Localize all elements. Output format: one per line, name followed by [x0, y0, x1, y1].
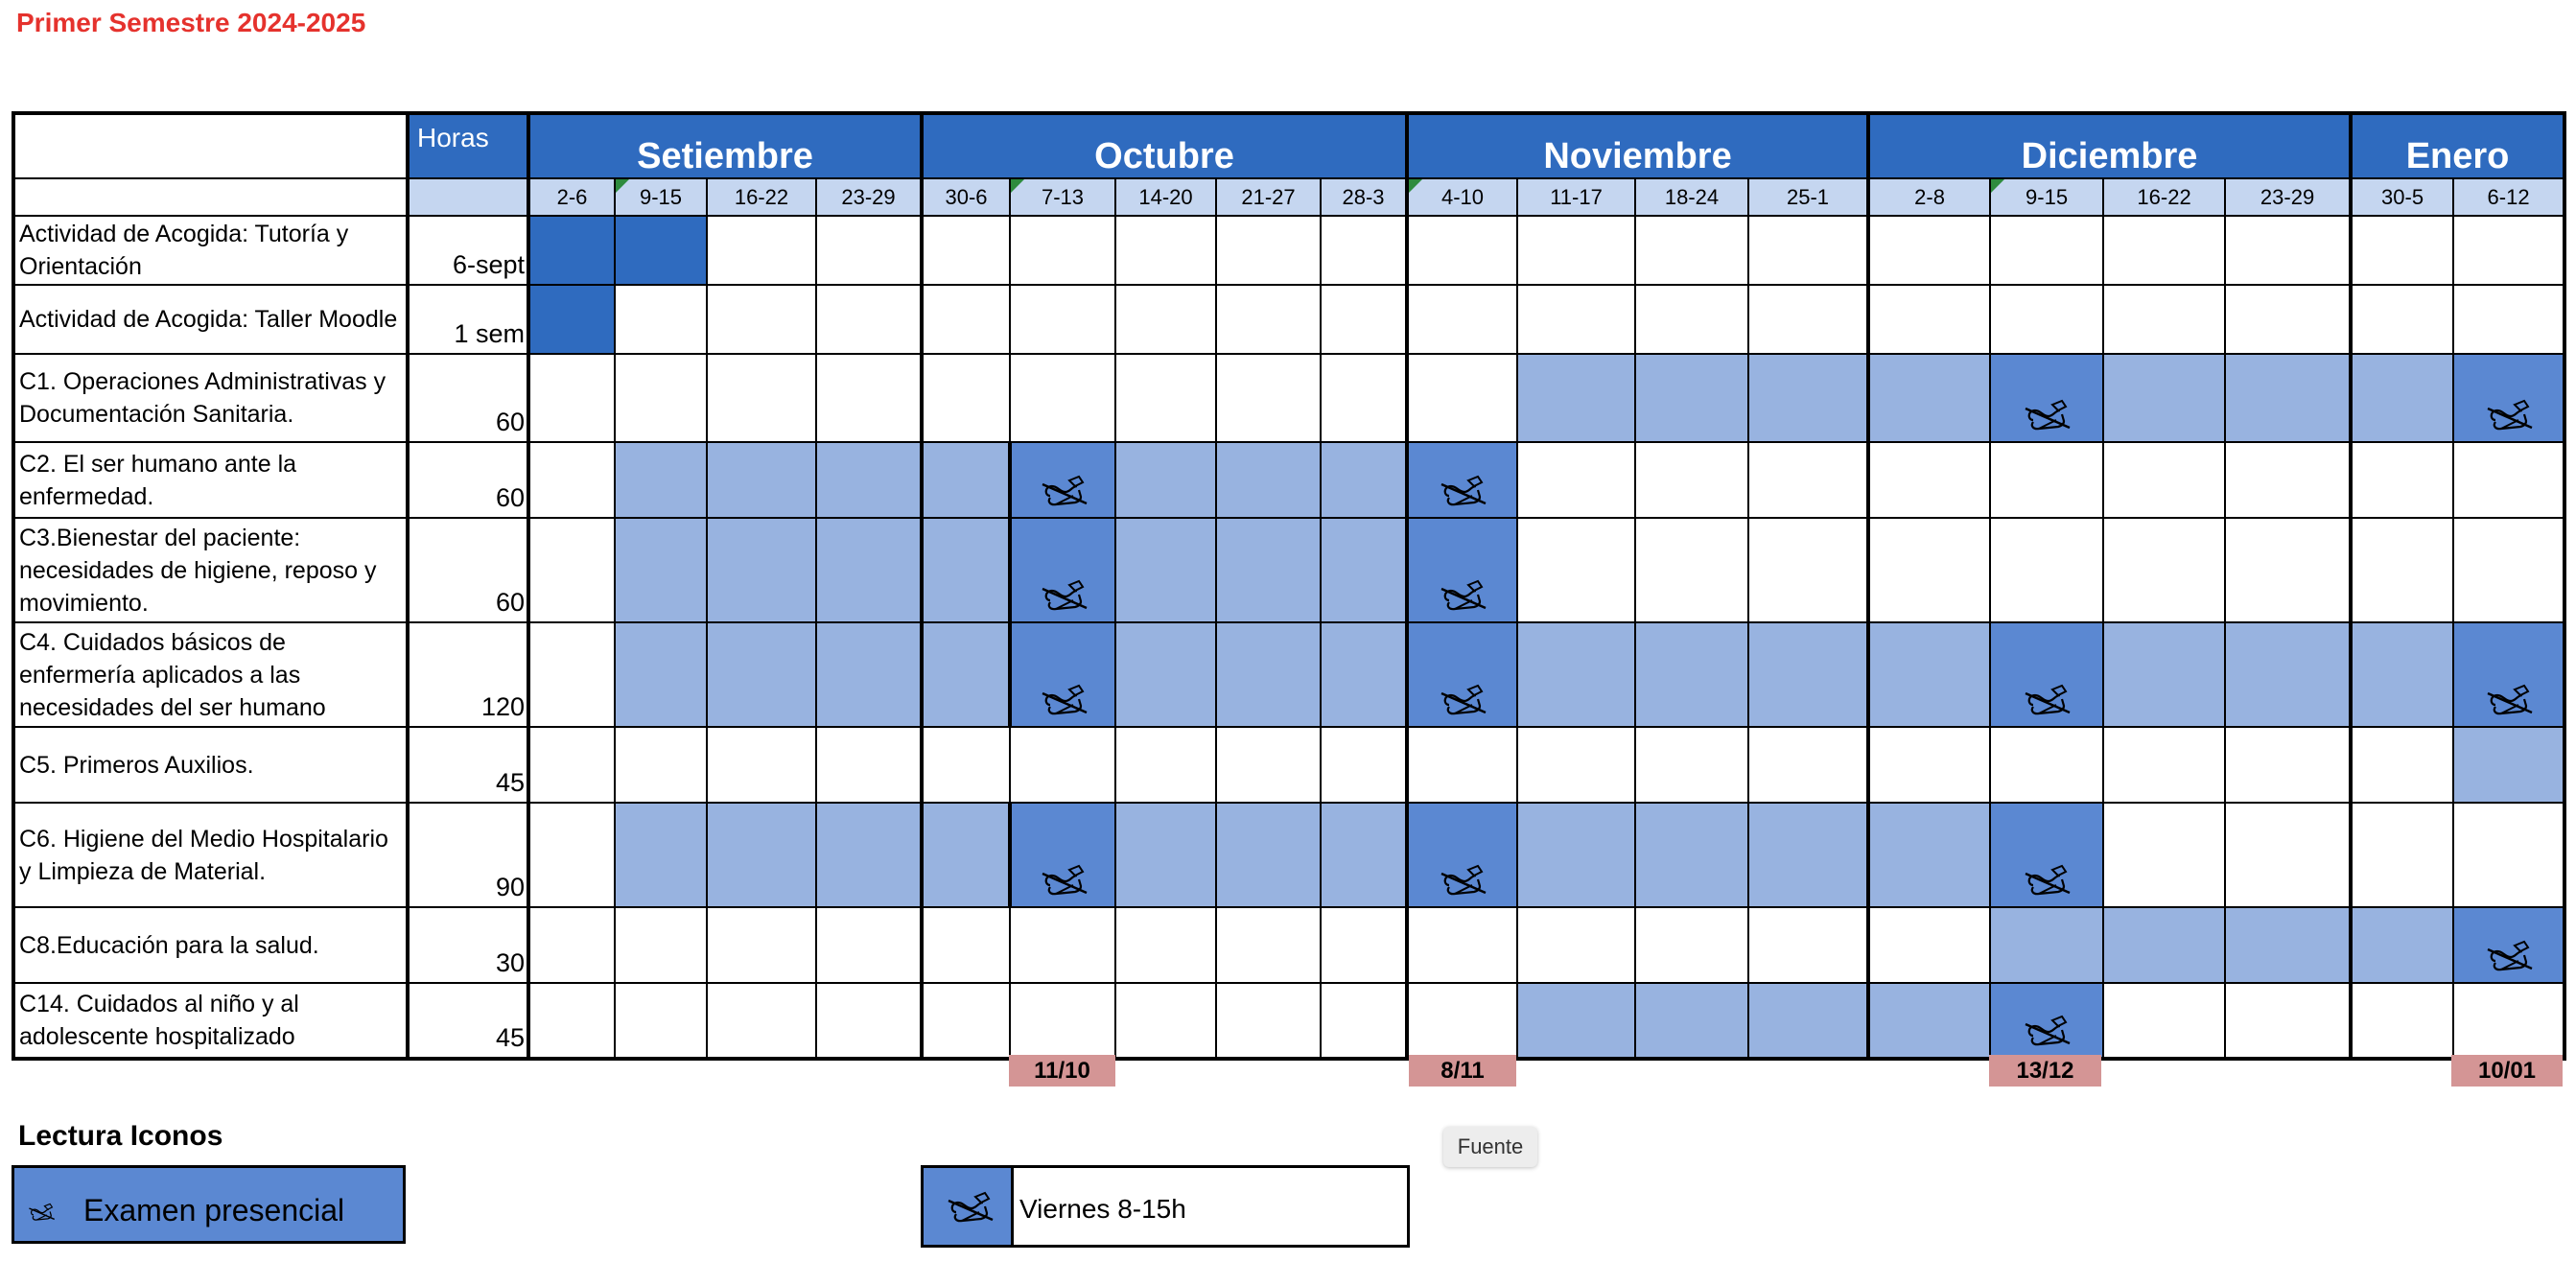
- active-week-cell[interactable]: [1216, 518, 1321, 622]
- week-cell[interactable]: [1010, 285, 1115, 354]
- week-cell[interactable]: [528, 354, 615, 442]
- row-name: Actividad de Acogida: Taller Moodle: [13, 285, 408, 354]
- week-cell[interactable]: [1635, 216, 1748, 285]
- active-week-cell[interactable]: [2351, 354, 2453, 442]
- row-name: C1. Operaciones Administrativas y Documentación Sanitaria.: [13, 354, 408, 442]
- week-cell[interactable]: [707, 354, 816, 442]
- active-week-cell[interactable]: [615, 442, 707, 518]
- week-cell[interactable]: [1517, 518, 1635, 622]
- active-week-cell[interactable]: [1216, 442, 1321, 518]
- week-cell[interactable]: [615, 983, 707, 1059]
- exam-icon: [2020, 862, 2073, 899]
- exam-date: 8/11: [1409, 1055, 1516, 1087]
- week-cell[interactable]: [707, 285, 816, 354]
- exam-icon: [2482, 397, 2536, 433]
- active-week-cell[interactable]: [2103, 907, 2225, 983]
- header-blank: [13, 113, 408, 178]
- week-cell[interactable]: [1868, 907, 1990, 983]
- row-hours: 30: [408, 907, 528, 983]
- week-cell[interactable]: [1321, 907, 1407, 983]
- week-label: 7-13: [1041, 184, 1085, 209]
- active-week-cell[interactable]: [615, 622, 707, 727]
- header-blank: [13, 178, 408, 216]
- exam-icon: [2020, 1013, 2073, 1049]
- legend-title: Lectura Iconos: [18, 1120, 223, 1152]
- comment-marker-icon[interactable]: [1409, 179, 1422, 193]
- active-week-cell[interactable]: [1321, 622, 1407, 727]
- week-cell[interactable]: [528, 907, 615, 983]
- week-cell[interactable]: [1115, 285, 1216, 354]
- week-cell[interactable]: [1115, 983, 1216, 1059]
- week-label: 4-10: [1440, 184, 1485, 209]
- week-cell[interactable]: [1748, 442, 1868, 518]
- week-cell[interactable]: [2103, 727, 2225, 803]
- week-cell[interactable]: [1868, 442, 1990, 518]
- week-cell[interactable]: [1216, 907, 1321, 983]
- week-cell[interactable]: [615, 907, 707, 983]
- week-header: 16-22: [707, 178, 816, 216]
- week-header: [1407, 178, 1517, 216]
- week-cell[interactable]: [2351, 803, 2453, 907]
- week-cell[interactable]: [1407, 727, 1517, 803]
- week-header: 2-8: [1868, 178, 1990, 216]
- active-week-cell[interactable]: [1635, 622, 1748, 727]
- row-hours: 6-sept: [408, 216, 528, 285]
- week-header: [615, 178, 707, 216]
- active-week-cell[interactable]: [1635, 983, 1748, 1059]
- week-cell[interactable]: [2225, 803, 2351, 907]
- exam-icon: [943, 1189, 996, 1226]
- week-cell[interactable]: [1748, 285, 1868, 354]
- row-name: Actividad de Acogida: Tutoría y Orientación: [13, 216, 408, 285]
- row-name: C4. Cuidados básicos de enfermería aplicados a las necesidades del ser humano: [13, 622, 408, 727]
- week-cell[interactable]: [528, 983, 615, 1059]
- active-week-cell[interactable]: [707, 803, 816, 907]
- week-cell[interactable]: [922, 983, 1010, 1059]
- week-header: 16-22: [2103, 178, 2225, 216]
- week-cell[interactable]: [2103, 803, 2225, 907]
- row-name: C8.Educación para la salud.: [13, 907, 408, 983]
- active-week-cell[interactable]: [1321, 442, 1407, 518]
- exam-date: 10/01: [2451, 1055, 2563, 1087]
- active-week-cell[interactable]: [1748, 803, 1868, 907]
- active-week-cell[interactable]: [1321, 803, 1407, 907]
- active-week-cell[interactable]: [1748, 983, 1868, 1059]
- schedule-table: [12, 111, 2566, 1061]
- week-cell[interactable]: [2351, 285, 2453, 354]
- week-cell[interactable]: [1517, 907, 1635, 983]
- active-week-cell[interactable]: [615, 518, 707, 622]
- week-cell[interactable]: [1517, 285, 1635, 354]
- week-cell[interactable]: [2453, 442, 2564, 518]
- active-week-cell[interactable]: [2103, 622, 2225, 727]
- week-cell[interactable]: [707, 983, 816, 1059]
- exam-cell[interactable]: [1990, 803, 2103, 907]
- exam-cell[interactable]: [1407, 803, 1517, 907]
- legend-label: Viernes 8-15h: [1019, 1194, 1186, 1224]
- row-name: C5. Primeros Auxilios.: [13, 727, 408, 803]
- week-cell[interactable]: [1321, 354, 1407, 442]
- exam-icon: [1436, 473, 1489, 509]
- legend-label: Examen presencial: [83, 1193, 345, 1227]
- week-cell[interactable]: [1868, 216, 1990, 285]
- row-hours: 45: [408, 983, 528, 1059]
- row-hours: 120: [408, 622, 528, 727]
- week-cell[interactable]: [2225, 518, 2351, 622]
- week-cell[interactable]: [2351, 983, 2453, 1059]
- row-hours: 60: [408, 354, 528, 442]
- week-cell[interactable]: [1990, 518, 2103, 622]
- active-week-cell[interactable]: [816, 803, 922, 907]
- active-week-cell[interactable]: [2453, 727, 2564, 803]
- week-cell[interactable]: [1748, 907, 1868, 983]
- exam-icon: [2482, 682, 2536, 718]
- week-cell[interactable]: [707, 216, 816, 285]
- exam-cell[interactable]: [1407, 442, 1517, 518]
- active-week-cell[interactable]: [1115, 442, 1216, 518]
- week-header: 2-6: [528, 178, 615, 216]
- week-cell[interactable]: [615, 285, 707, 354]
- week-header: 30-6: [922, 178, 1010, 216]
- week-cell[interactable]: [1010, 983, 1115, 1059]
- active-week-cell[interactable]: [816, 518, 922, 622]
- week-cell[interactable]: [707, 727, 816, 803]
- exam-cell[interactable]: [1010, 518, 1115, 622]
- horas-header: Horas: [408, 113, 528, 178]
- active-week-cell[interactable]: [1517, 983, 1635, 1059]
- week-cell[interactable]: [2103, 518, 2225, 622]
- week-cell[interactable]: [2225, 983, 2351, 1059]
- exam-cell[interactable]: [2453, 354, 2564, 442]
- week-cell[interactable]: [816, 354, 922, 442]
- week-header: 25-1: [1748, 178, 1868, 216]
- week-header: [1990, 178, 2103, 216]
- active-week-cell[interactable]: [615, 803, 707, 907]
- week-cell[interactable]: [1321, 216, 1407, 285]
- week-header: 23-29: [816, 178, 922, 216]
- row-hours: 60: [408, 442, 528, 518]
- week-cell[interactable]: [1216, 285, 1321, 354]
- week-cell[interactable]: [1635, 518, 1748, 622]
- week-cell[interactable]: [528, 518, 615, 622]
- week-cell[interactable]: [2453, 518, 2564, 622]
- week-cell[interactable]: [528, 803, 615, 907]
- exam-date: 13/12: [1989, 1055, 2101, 1087]
- active-week-cell[interactable]: [816, 442, 922, 518]
- week-cell[interactable]: [1635, 727, 1748, 803]
- week-label: 9-15: [2026, 184, 2069, 209]
- active-week-cell[interactable]: [816, 622, 922, 727]
- active-week-cell[interactable]: [922, 518, 1010, 622]
- week-header: 21-27: [1216, 178, 1321, 216]
- week-cell[interactable]: [2453, 216, 2564, 285]
- legend-exam-presencial: [12, 1165, 406, 1244]
- exam-cell[interactable]: [1990, 983, 2103, 1059]
- legend-icon-cell: [924, 1168, 1014, 1245]
- week-cell[interactable]: [816, 216, 922, 285]
- week-cell[interactable]: [1115, 354, 1216, 442]
- fuente-tooltip: Fuente: [1443, 1127, 1537, 1167]
- week-cell[interactable]: [1216, 983, 1321, 1059]
- week-header: 18-24: [1635, 178, 1748, 216]
- week-cell[interactable]: [1115, 727, 1216, 803]
- active-week-cell[interactable]: [1115, 803, 1216, 907]
- exam-cell[interactable]: [1010, 442, 1115, 518]
- active-week-cell[interactable]: [1517, 803, 1635, 907]
- week-cell[interactable]: [1990, 442, 2103, 518]
- week-cell[interactable]: [1321, 983, 1407, 1059]
- active-week-cell[interactable]: [2351, 622, 2453, 727]
- week-cell[interactable]: [1868, 518, 1990, 622]
- exam-cell[interactable]: [1407, 518, 1517, 622]
- week-cell[interactable]: [2453, 285, 2564, 354]
- active-week-cell[interactable]: [1216, 622, 1321, 727]
- week-cell[interactable]: [1407, 983, 1517, 1059]
- week-cell[interactable]: [2103, 983, 2225, 1059]
- exam-date: 11/10: [1009, 1055, 1115, 1087]
- active-week-cell[interactable]: [1635, 803, 1748, 907]
- week-cell[interactable]: [1216, 354, 1321, 442]
- week-cell[interactable]: [922, 216, 1010, 285]
- exam-cell[interactable]: [1990, 622, 2103, 727]
- row-name: C6. Higiene del Medio Hospitalario y Limpieza de Material.: [13, 803, 408, 907]
- sheet-title: Primer Semestre 2024-2025: [16, 8, 366, 37]
- active-week-cell[interactable]: [1868, 354, 1990, 442]
- active-week-cell[interactable]: [615, 216, 707, 285]
- week-cell[interactable]: [615, 727, 707, 803]
- week-cell[interactable]: [1216, 216, 1321, 285]
- week-cell[interactable]: [1216, 727, 1321, 803]
- week-cell[interactable]: [2351, 216, 2453, 285]
- exam-icon: [1436, 577, 1489, 614]
- row-hours: 45: [408, 727, 528, 803]
- exam-cell[interactable]: [2453, 622, 2564, 727]
- active-week-cell[interactable]: [2225, 907, 2351, 983]
- active-week-cell[interactable]: [1868, 803, 1990, 907]
- active-week-cell[interactable]: [1990, 907, 2103, 983]
- week-cell[interactable]: [2453, 803, 2564, 907]
- week-cell[interactable]: [1635, 907, 1748, 983]
- week-cell[interactable]: [528, 727, 615, 803]
- exam-cell[interactable]: [2453, 907, 2564, 983]
- week-cell[interactable]: [2351, 442, 2453, 518]
- active-week-cell[interactable]: [2225, 622, 2351, 727]
- week-header: 30-5: [2351, 178, 2453, 216]
- week-cell[interactable]: [1635, 285, 1748, 354]
- week-cell[interactable]: [2453, 983, 2564, 1059]
- active-week-cell[interactable]: [1748, 354, 1868, 442]
- week-cell[interactable]: [1407, 907, 1517, 983]
- week-cell[interactable]: [922, 354, 1010, 442]
- week-cell[interactable]: [1748, 727, 1868, 803]
- exam-icon: [1436, 682, 1489, 718]
- active-week-cell[interactable]: [922, 622, 1010, 727]
- week-cell[interactable]: [816, 727, 922, 803]
- exam-cell[interactable]: [1407, 622, 1517, 727]
- horas-subheader: [408, 178, 528, 216]
- week-cell[interactable]: [2351, 727, 2453, 803]
- week-cell[interactable]: [528, 622, 615, 727]
- week-header: 14-20: [1115, 178, 1216, 216]
- active-week-cell[interactable]: [1517, 622, 1635, 727]
- week-cell[interactable]: [922, 727, 1010, 803]
- exam-icon: [1037, 577, 1090, 614]
- comment-marker-icon[interactable]: [616, 179, 629, 193]
- exam-cell[interactable]: [1010, 622, 1115, 727]
- row-hours: 1 sem: [408, 285, 528, 354]
- exam-icon: [2020, 682, 2073, 718]
- row-name: C3.Bienestar del paciente: necesidades de higiene, reposo y movimiento.: [13, 518, 408, 622]
- week-cell[interactable]: [1010, 907, 1115, 983]
- active-week-cell[interactable]: [1321, 518, 1407, 622]
- exam-icon: [26, 1202, 57, 1223]
- exam-cell[interactable]: [1010, 803, 1115, 907]
- week-cell[interactable]: [2351, 518, 2453, 622]
- active-week-cell[interactable]: [1868, 622, 1990, 727]
- row-hours: 90: [408, 803, 528, 907]
- week-header: 6-12: [2453, 178, 2564, 216]
- exam-cell[interactable]: [1990, 354, 2103, 442]
- week-cell[interactable]: [1321, 727, 1407, 803]
- week-cell[interactable]: [1115, 907, 1216, 983]
- week-cell[interactable]: [1748, 518, 1868, 622]
- exam-icon: [1436, 862, 1489, 899]
- week-cell[interactable]: [922, 285, 1010, 354]
- active-week-cell[interactable]: [922, 803, 1010, 907]
- week-cell[interactable]: [1407, 285, 1517, 354]
- active-week-cell[interactable]: [1748, 622, 1868, 727]
- week-cell[interactable]: [2103, 285, 2225, 354]
- active-week-cell[interactable]: [2225, 354, 2351, 442]
- active-week-cell[interactable]: [707, 442, 816, 518]
- week-cell[interactable]: [1115, 216, 1216, 285]
- active-week-cell[interactable]: [1216, 803, 1321, 907]
- week-cell[interactable]: [1010, 354, 1115, 442]
- week-cell[interactable]: [615, 354, 707, 442]
- active-week-cell[interactable]: [707, 518, 816, 622]
- exam-icon: [2482, 938, 2536, 974]
- active-week-cell[interactable]: [2351, 907, 2453, 983]
- month-header: Octubre: [922, 113, 1407, 178]
- week-cell[interactable]: [816, 907, 922, 983]
- week-cell[interactable]: [1990, 216, 2103, 285]
- week-header: 23-29: [2225, 178, 2351, 216]
- exam-icon: [2020, 397, 2073, 433]
- row-name: C2. El ser humano ante la enfermedad.: [13, 442, 408, 518]
- month-header: Noviembre: [1407, 113, 1868, 178]
- week-cell[interactable]: [2103, 442, 2225, 518]
- week-cell[interactable]: [1010, 727, 1115, 803]
- week-cell[interactable]: [1321, 285, 1407, 354]
- week-cell[interactable]: [1868, 285, 1990, 354]
- row-name: C14. Cuidados al niño y al adolescente hospitalizado: [13, 983, 408, 1059]
- week-cell[interactable]: [2225, 727, 2351, 803]
- exam-icon: [1037, 473, 1090, 509]
- week-cell[interactable]: [816, 983, 922, 1059]
- active-week-cell[interactable]: [707, 622, 816, 727]
- active-week-cell[interactable]: [1115, 622, 1216, 727]
- exam-icon: [1037, 862, 1090, 899]
- active-week-cell[interactable]: [528, 285, 615, 354]
- active-week-cell[interactable]: [1517, 354, 1635, 442]
- active-week-cell[interactable]: [528, 216, 615, 285]
- active-week-cell[interactable]: [1635, 354, 1748, 442]
- week-cell[interactable]: [528, 442, 615, 518]
- week-cell[interactable]: [1517, 216, 1635, 285]
- week-cell[interactable]: [1990, 727, 2103, 803]
- week-header: 11-17: [1517, 178, 1635, 216]
- active-week-cell[interactable]: [922, 442, 1010, 518]
- week-cell[interactable]: [2103, 216, 2225, 285]
- active-week-cell[interactable]: [2103, 354, 2225, 442]
- active-week-cell[interactable]: [1868, 983, 1990, 1059]
- week-cell[interactable]: [1868, 727, 1990, 803]
- week-cell[interactable]: [707, 907, 816, 983]
- week-cell[interactable]: [2225, 442, 2351, 518]
- active-week-cell[interactable]: [1115, 518, 1216, 622]
- week-cell[interactable]: [1517, 727, 1635, 803]
- week-cell[interactable]: [1635, 442, 1748, 518]
- week-cell[interactable]: [2225, 285, 2351, 354]
- row-hours: 60: [408, 518, 528, 622]
- week-cell[interactable]: [1010, 216, 1115, 285]
- legend-viernes: [921, 1165, 1410, 1248]
- exam-icon: [1037, 682, 1090, 718]
- week-header: [1010, 178, 1115, 216]
- week-label: 9-15: [639, 184, 683, 209]
- month-header: Setiembre: [528, 113, 922, 178]
- week-cell[interactable]: [1407, 216, 1517, 285]
- week-cell[interactable]: [2225, 216, 2351, 285]
- comment-marker-icon[interactable]: [1011, 179, 1024, 193]
- week-cell[interactable]: [816, 285, 922, 354]
- month-header: Diciembre: [1868, 113, 2351, 178]
- week-header: 28-3: [1321, 178, 1407, 216]
- week-cell[interactable]: [1517, 442, 1635, 518]
- comment-marker-icon[interactable]: [1991, 179, 2004, 193]
- month-header: Enero: [2351, 113, 2564, 178]
- week-cell[interactable]: [922, 907, 1010, 983]
- week-cell[interactable]: [1407, 354, 1517, 442]
- week-cell[interactable]: [1990, 285, 2103, 354]
- week-cell[interactable]: [1748, 216, 1868, 285]
